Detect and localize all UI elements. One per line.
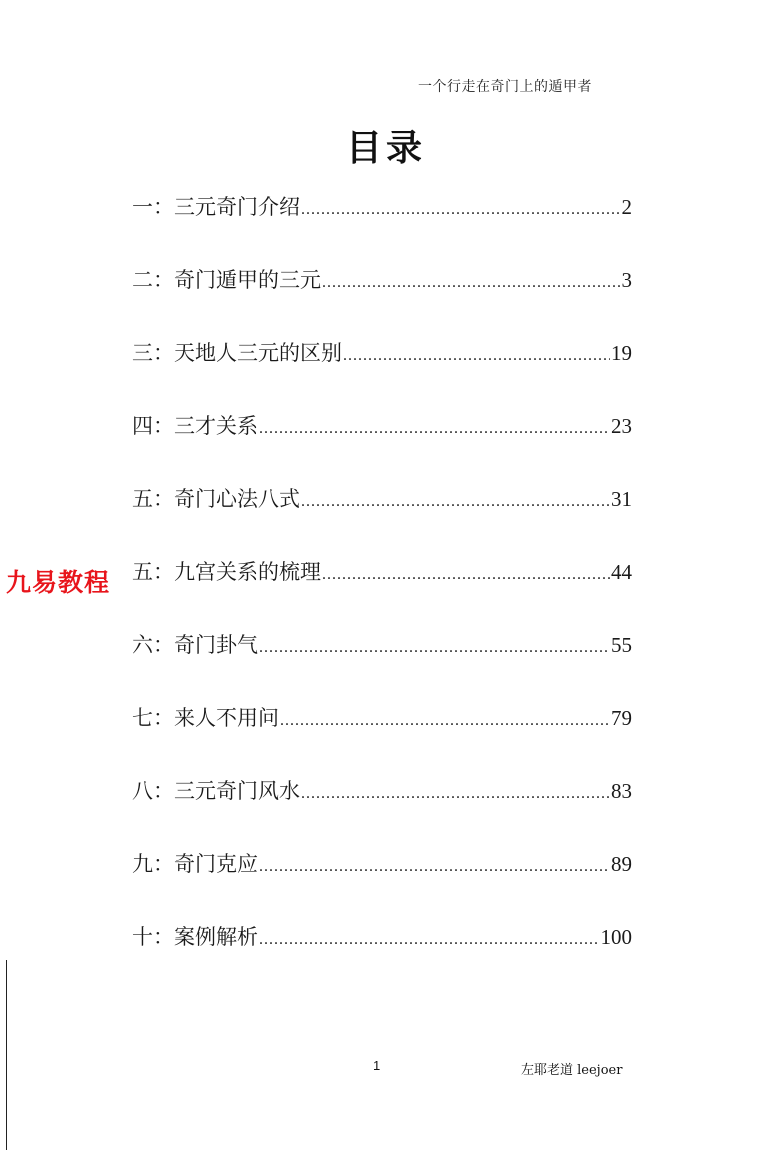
page-title: 目录 xyxy=(345,127,426,169)
toc-entry-number: 十： xyxy=(132,925,174,949)
toc-entry[interactable] xyxy=(132,774,632,804)
toc-entry-title: 奇门卦气 xyxy=(174,633,258,657)
toc-entry-page: 23 xyxy=(611,414,632,438)
toc-entry-page: 100 xyxy=(600,925,632,949)
toc-entry[interactable] xyxy=(132,409,632,439)
toc-dot-leader xyxy=(259,860,610,874)
toc-entry[interactable] xyxy=(132,847,632,877)
toc-entry[interactable] xyxy=(132,482,632,512)
toc-entry-page: 89 xyxy=(611,852,632,876)
toc-dot-leader xyxy=(301,203,621,217)
toc-entry-number: 二： xyxy=(132,268,174,292)
toc-dot-leader xyxy=(280,714,610,728)
toc-entry[interactable] xyxy=(132,263,632,293)
toc-entry[interactable] xyxy=(132,920,632,950)
toc-entry-title: 三元奇门介绍 xyxy=(174,195,300,219)
footer-page-number: 1 xyxy=(373,1058,381,1073)
toc-dot-leader xyxy=(301,495,610,509)
toc-entry[interactable] xyxy=(132,701,632,731)
toc-dot-leader xyxy=(343,349,610,363)
toc-entry-number: 一： xyxy=(132,195,174,219)
toc-entry[interactable] xyxy=(132,628,632,658)
page-header-subtitle: 一个行走在奇门上的遁甲者 xyxy=(418,79,592,95)
watermark-text: 九易教程 xyxy=(6,568,111,597)
toc-entry-title: 奇门克应 xyxy=(174,852,258,876)
toc-entry-title: 三才关系 xyxy=(174,414,258,438)
toc-entry[interactable] xyxy=(132,336,632,366)
toc-entry-title: 来人不用问 xyxy=(174,706,279,730)
toc-dot-leader xyxy=(259,422,610,436)
toc-entry-title: 奇门心法八式 xyxy=(174,487,300,511)
toc-dot-leader xyxy=(301,787,610,801)
toc-entry-page: 3 xyxy=(621,268,632,292)
toc-entry-number: 四： xyxy=(132,414,174,438)
toc-entry-page: 19 xyxy=(611,341,632,365)
toc-entry-page: 2 xyxy=(621,195,632,219)
footer-author: 左耶老道 leejoer xyxy=(521,1063,623,1078)
toc-entry-page: 55 xyxy=(611,633,632,657)
toc-entry-number: 六： xyxy=(132,633,174,657)
page-edge-line xyxy=(6,960,7,1150)
toc-entry-title: 案例解析 xyxy=(174,925,258,949)
toc-entry[interactable] xyxy=(132,555,632,585)
toc-entry-page: 44 xyxy=(611,560,632,584)
toc-entry-page: 79 xyxy=(611,706,632,730)
toc-entry-title: 三元奇门风水 xyxy=(174,779,300,803)
toc-entry-number: 九： xyxy=(132,852,174,876)
toc-entry-page: 83 xyxy=(611,779,632,803)
toc-entry-number: 八： xyxy=(132,779,174,803)
toc-dot-leader xyxy=(322,276,621,290)
toc-entry-page: 31 xyxy=(611,487,632,511)
toc-dot-leader xyxy=(322,568,610,582)
toc-entry-title: 奇门遁甲的三元 xyxy=(174,268,321,292)
toc-entry-title: 天地人三元的区别 xyxy=(174,341,342,365)
toc-entry-number: 七： xyxy=(132,706,174,730)
toc-entry-number: 五： xyxy=(132,487,174,511)
toc-entry-number: 三： xyxy=(132,341,174,365)
toc-entry[interactable] xyxy=(132,190,632,220)
toc-dot-leader xyxy=(259,641,610,655)
toc-entry-number: 五： xyxy=(132,560,174,584)
toc-entry-title: 九宫关系的梳理 xyxy=(174,560,321,584)
toc-dot-leader xyxy=(259,933,600,947)
